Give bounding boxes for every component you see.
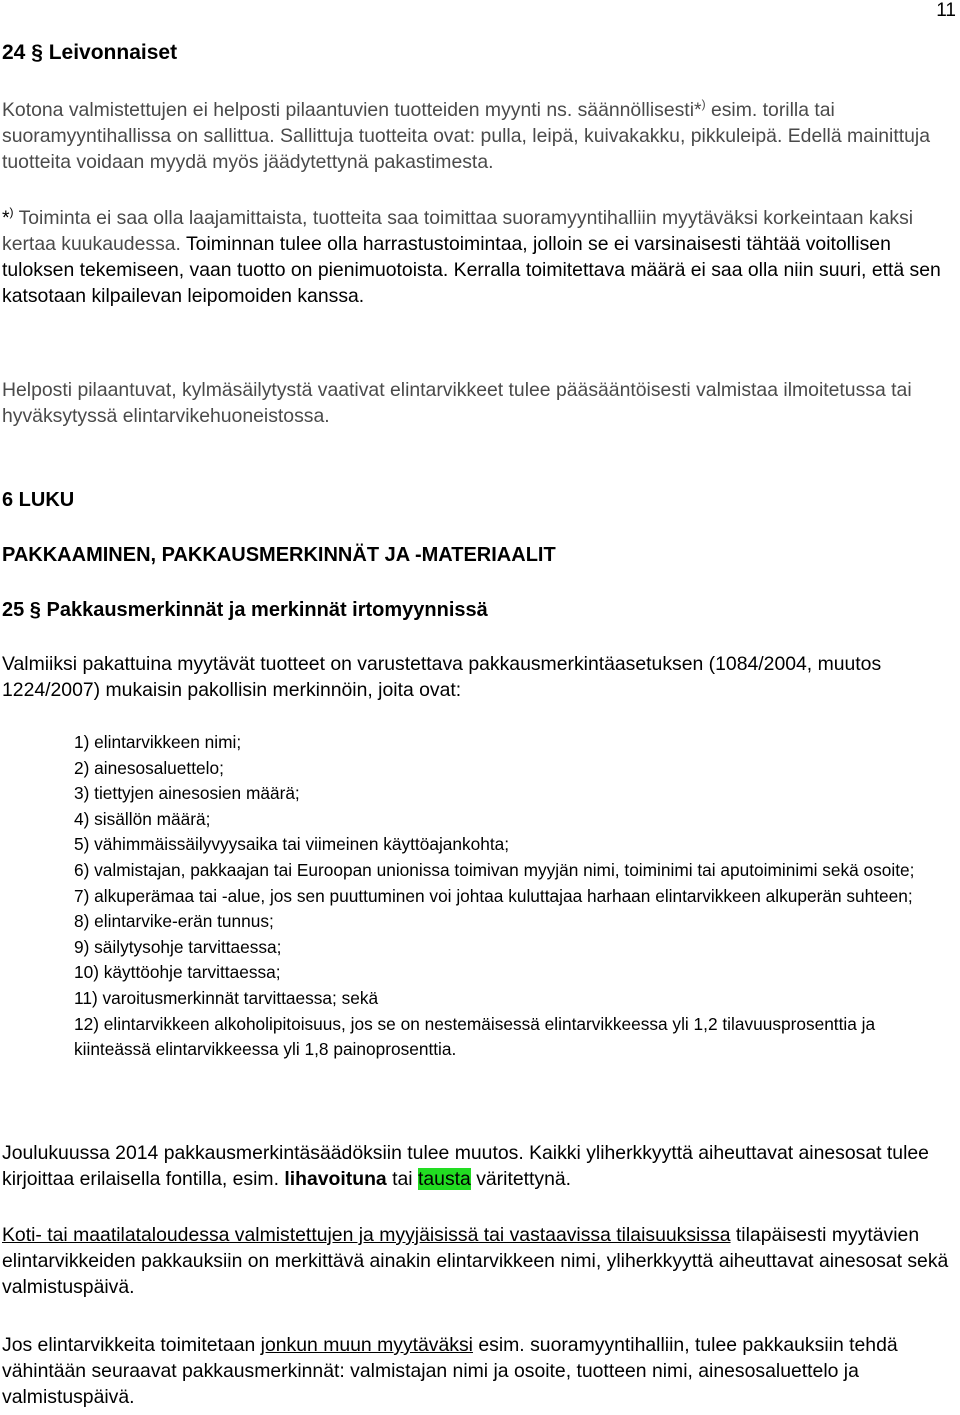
section-25-heading: 25 § Pakkausmerkinnät ja merkinnät irtomyynnissä — [2, 599, 488, 621]
list-item: 8) elintarvike-erän tunnus; — [74, 911, 274, 932]
section-24-paragraph: Kotona valmistettujen ei helposti pilaantuvien tuotteiden myynti ns. säännöllisesti*) esim. torilla tai suoramyyntihallissa on sallittua. Sallittuja tuotteita ovat: pulla, leipä, kuivakakku, pikkuleipä. Edellä mainittuja tuotteita voidaan myydä myös jäädytettynä pakastimesta. — [2, 97, 931, 173]
list-item: 1) elintarvikkeen nimi; — [74, 732, 242, 752]
section-25-intro: Valmiiksi pakattuina myytävät tuotteet on varustettava pakkausmerkintäasetuksen (1084/2004, muutos 1224/2007) mukaisin pakollisin merkinnöin, joita ovat: — [2, 653, 882, 701]
section-24-heading: 24 § Leivonnaiset — [2, 41, 178, 64]
chapter-title: PAKKAAMINEN, PAKKAUSMERKINNÄT JA -MATERIAALIT — [2, 544, 556, 566]
home-production-paragraph: Koti- tai maatilataloudessa valmistettujen ja myyjäisissä tai vastaavissa tilaisuuksissa tilapäisesti myytävien elintarvikkeiden pakkauksiin on merkittävä ainakin elintarvikkeen nimi, yliherkkyyttä aiheuttavat ainesosat sekä valmistuspäivä. — [2, 1224, 949, 1298]
perishables-paragraph: Helposti pilaantuvat, kylmäsäilytystä vaativat elintarvikkeet tulee pääsääntöisesti valmistaa ilmoitetussa tai hyväksytyssä elintarvikehuoneistossa. — [2, 379, 912, 427]
chapter-number: 6 LUKU — [2, 489, 75, 511]
list-item: 4) sisällön määrä; — [74, 808, 211, 829]
footnote-paragraph: *) Toiminta ei saa olla laajamittaista, tuotteita saa toimittaa suoramyyntihalliin myytäväksi korkeintaan kaksi kertaa kuukaudessa. Toiminnan tulee olla harrastustoimintaa, jolloin se ei varsinaisesti tähtää voitollisen tuloksen tekemiseen, vaan tuotto on pienimuotoista. Kerralla toimitettava määrä ei saa olla niin suuri, että sen katsotaan kilpailevan leipomoiden kanssa. — [2, 205, 941, 307]
list-item: 10) käyttöohje tarvittaessa; — [74, 962, 281, 983]
bold-example: lihavoituna — [284, 1168, 387, 1190]
third-party-paragraph: Jos elintarvikkeita toimitetaan jonkun muun myytäväksi esim. suoramyyntihalliin, tulee pakkauksiin tehdä vähintään seuraavat pakkausmerkinnät: valmistajan nimi ja osoite, tuotteen nimi, ainesosaluettelo ja valmistuspäivä. — [2, 1334, 898, 1408]
required-markings-list — [74, 730, 940, 1063]
page-number: 11 — [936, 0, 956, 21]
list-item: 3) tiettyjen ainesosien määrä; — [74, 783, 300, 804]
list-item: 6) valmistajan, pakkaajan tai Euroopan unionissa toimivan myyjän nimi, toiminimi tai aputoiminimi sekä osoite; — [74, 859, 915, 880]
highlight-example: tausta — [417, 1168, 471, 1190]
list-item: 12) elintarvikkeen alkoholipitoisuus, jos se on nestemäisessä elintarvikkeessa yli 1,2 tilavuusprosenttia ja kiinteässä elintarvikkeessa yli 1,8 painoprosenttia. — [74, 1013, 876, 1060]
list-item: 11) varoitusmerkinnät tarvittaessa; sekä — [74, 987, 379, 1008]
allergen-paragraph: Joulukuussa 2014 pakkausmerkintäsäädöksiin tulee muutos. Kaikki yliherkkyyttä aiheuttavat ainesosat tulee kirjoittaa erilaisella fontilla, esim. lihavoituna tai tausta väritettynä. — [2, 1142, 929, 1190]
list-item: 2) ainesosaluettelo; — [74, 757, 224, 778]
list-item: 5) vähimmäissäilyvyysaika tai viimeinen käyttöajankohta; — [74, 834, 510, 855]
list-item: 9) säilytysohje tarvittaessa; — [74, 936, 282, 957]
list-item: 7) alkuperämaa tai -alue, jos sen puuttuminen voi johtaa kuluttajaa harhaan elintarvikkeen alkuperän suhteen; — [74, 885, 913, 906]
